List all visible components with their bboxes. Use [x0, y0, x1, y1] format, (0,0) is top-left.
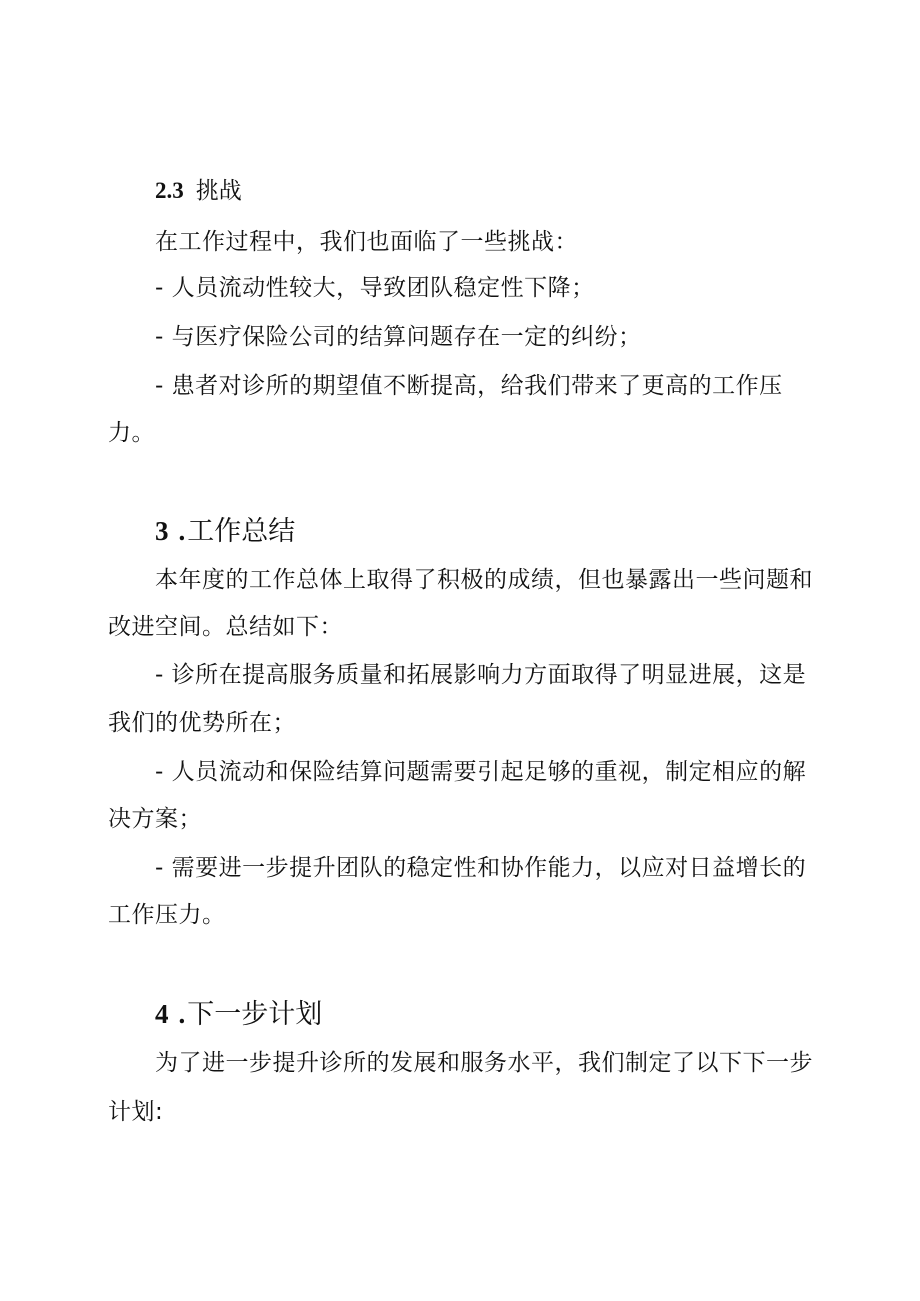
section-heading-3 [155, 514, 295, 549]
section-number-dot: . [178, 516, 186, 546]
list-item: - 与医疗保险公司的结算问题存在一定的纠纷； [155, 324, 642, 350]
section-title: 下一步计划 [187, 999, 323, 1030]
list-item-continuation: 力。 [108, 420, 155, 446]
section-number: 2.3 [155, 178, 184, 203]
section-title: 挑战 [195, 178, 242, 204]
paragraph-line: 在工作过程中，我们也面临了一些挑战： [155, 229, 578, 255]
list-item: - 患者对诊所的期望值不断提高，给我们带来了更高的工作压 [155, 373, 783, 399]
section-number: 4 [155, 999, 169, 1029]
list-item: - 人员流动性较大，导致团队稳定性下降； [155, 275, 595, 301]
paragraph-line: 改进空间。总结如下： [108, 614, 343, 640]
section-title: 工作总结 [187, 516, 296, 547]
section-number: 3 [155, 516, 169, 546]
section-heading-2-3 [155, 176, 242, 206]
list-item-continuation: 工作压力。 [108, 902, 226, 928]
list-item-continuation: 决方案； [108, 806, 202, 832]
section-number-dot: . [178, 999, 186, 1029]
section-heading-4 [155, 997, 322, 1032]
list-item: - 诊所在提高服务质量和拓展影响力方面取得了明显进展，这是 [155, 662, 807, 688]
paragraph-line: 为了进一步提升诊所的发展和服务水平，我们制定了以下下一步 [155, 1050, 813, 1076]
list-item-continuation: 我们的优势所在； [108, 710, 296, 736]
list-item: - 人员流动和保险结算问题需要引起足够的重视，制定相应的解 [155, 759, 807, 785]
paragraph-line: 本年度的工作总体上取得了积极的成绩，但也暴露出一些问题和 [155, 567, 813, 593]
paragraph-line: 计划: [108, 1099, 164, 1125]
list-item: - 需要进一步提升团队的稳定性和协作能力，以应对日益增长的 [155, 855, 807, 881]
